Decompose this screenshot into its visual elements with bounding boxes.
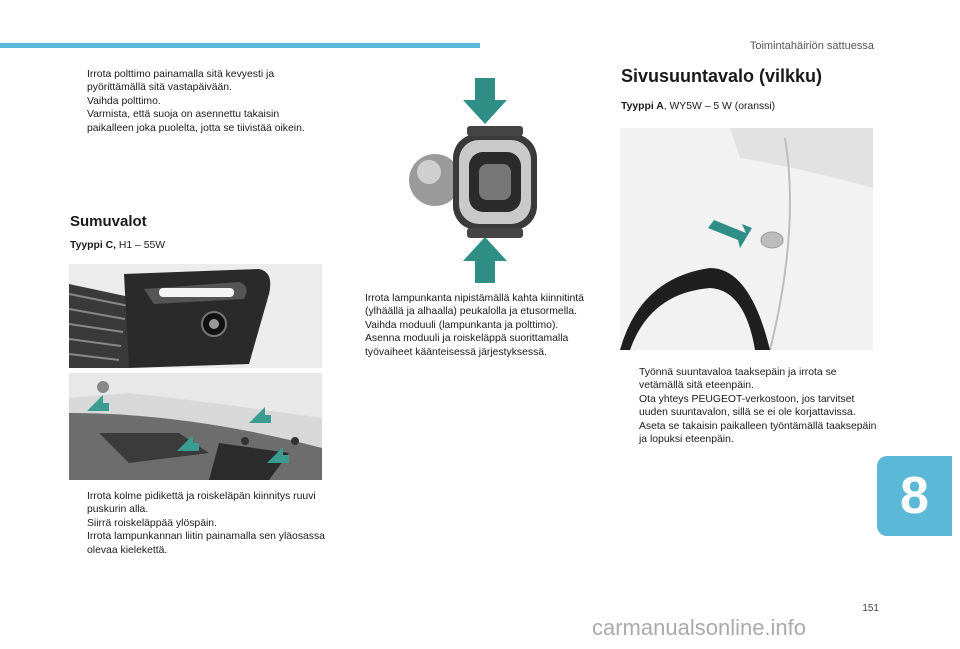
list-item: Varmista, että suoja on asennettu takaisin paikalleen joka puolelta, jotta se tiivistää oikein. (87, 109, 305, 134)
fog-section-title: Sumuvalot (70, 213, 147, 230)
list-item: Asenna moduuli ja roiskeläppä suorittamalla työvaiheet käänteisessä järjestyksessä. (365, 333, 569, 358)
fog-lamp-photo (69, 264, 322, 368)
section-header: Toimintahäiriön sattuessa (749, 40, 874, 52)
list-item: Vaihda polttimo. (87, 95, 161, 107)
list-item: Irrota lampunkanta nipistämällä kahta kiinnitintä (ylhäällä ja alhaalla) peukalolla ja etusormella. (365, 293, 584, 318)
page-number: 151 (862, 603, 879, 614)
intro-step-list (70, 68, 325, 135)
list-item: Aseta se takaisin paikalleen työntämällä taaksepäin ja lopuksi eteenpäin. (639, 420, 877, 446)
watermark: carmanualsonline.info (592, 615, 807, 640)
list-item: Irrota lampunkannan liitin painamalla sen yläosassa olevaa kielekettä. (87, 531, 325, 556)
side-indicator-photo (620, 128, 873, 350)
fog-bulb-type: Tyyppi C, H1 – 55W (70, 240, 166, 251)
indicator-step-list (622, 366, 877, 446)
list-item: Vaihda moduuli (lampunkanta ja polttimo). (365, 319, 559, 331)
header-accent-bar (0, 43, 480, 48)
list-item: Irrota polttimo painamalla sitä kevyesti ja pyörittämällä sitä vastapäivään. (87, 69, 275, 94)
indicator-section-title: Sivusuuntavalo (vilkku) (621, 66, 823, 86)
list-item: Työnnä suuntavaloa taaksepäin ja irrota se vetämällä sitä eteenpäin. (639, 367, 837, 392)
list-item: Siirrä roiskeläppää ylöspäin. (87, 517, 217, 529)
bulb-holder-diagram (405, 78, 565, 283)
bumper-underside-photo (69, 373, 322, 480)
holder-step-list (348, 292, 608, 359)
chapter-tab: 8 (877, 456, 952, 536)
list-item: Ota yhteys PEUGEOT-verkostoon, jos tarvitset uuden suuntavalon, sillä se ei ole korjattavissa. (639, 393, 856, 419)
fog-step-list (70, 490, 325, 557)
indicator-bulb-type: Tyyppi A, WY5W – 5 W (oranssi) (621, 101, 776, 112)
list-item: Irrota kolme pidikettä ja roiskeläpän kiinnitys ruuvi puskurin alla. (87, 491, 316, 516)
